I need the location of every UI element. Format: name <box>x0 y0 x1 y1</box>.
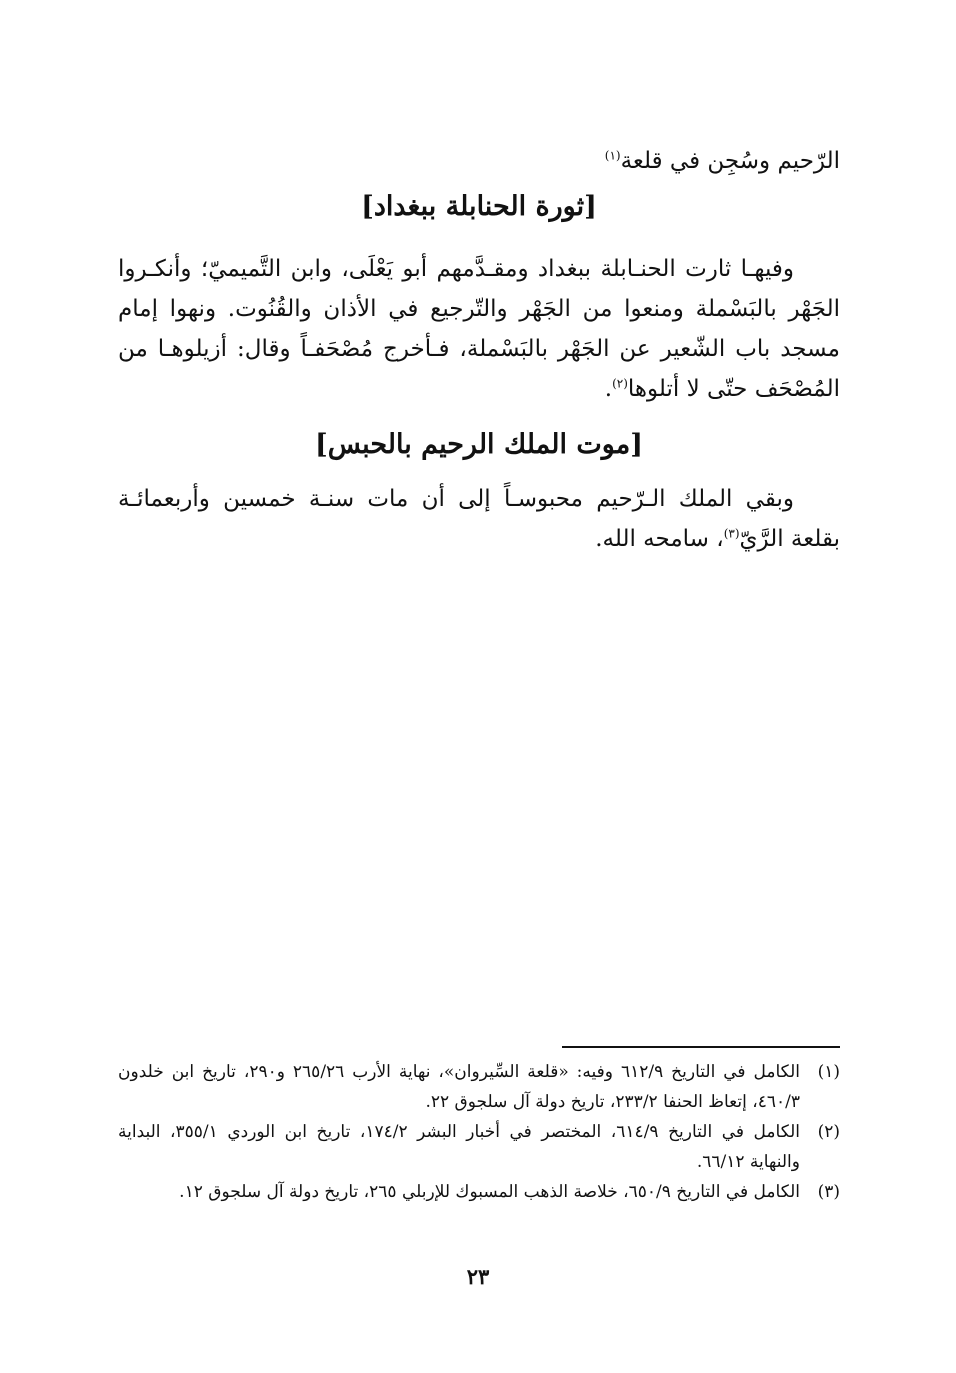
footnote-item <box>118 1057 840 1117</box>
section-heading-hanbali-revolt: [ثورة الحنابلة ببغداد] <box>361 191 597 223</box>
footnote-text: الكامل في التاريخ ٦١٤/٩، المختصر في أخبار البشر ١٧٤/٢، تاريخ ابن الوردي ٣٥٥/١، البداية والنهاية ٦٦/١٢. <box>118 1122 800 1172</box>
paragraph-tail: . <box>604 376 613 402</box>
footnote-number: (٣) <box>817 1182 840 1202</box>
paragraph-king-death <box>118 479 840 559</box>
footnote-number: (١) <box>817 1062 840 1082</box>
paragraph-body: وبقي الملك الـرّحيم محبوسـاً إلى أن مات سنـة خمسين وأربعمائـة بقلعة الرَّيّ <box>118 486 840 552</box>
footnote-number: (٢) <box>817 1122 840 1142</box>
paragraph-body: وفيهـا ثارت الحنـابلة ببغداد ومقـدَّمهم أبو يَعْلَى، وابن التَّميميّ؛ وأنكـروا الجَهْر بالبَسْملة ومنعوا من الجَهْر والتّرجيع في الأذان والقُنُوت. ونهوا إمام مسجد باب الشّعير عن الجَهْر بالبَسْملة، فـأخرج مُصْحَفـاً وقال: أزيلوهـا من المُصْحَف حتّى لا أتلوها <box>118 256 840 402</box>
footnote-ref-3[interactable]: (٣) <box>723 526 740 541</box>
paragraph-hanbali-revolt <box>118 249 840 409</box>
footnote-item <box>118 1117 840 1177</box>
footnote-separator <box>562 1046 840 1048</box>
footnote-item <box>118 1177 840 1207</box>
continuation-text <box>118 141 840 181</box>
page-number: ٢٣ <box>466 1264 490 1289</box>
footnotes <box>118 1057 840 1207</box>
footnote-ref-1[interactable]: (١) <box>604 148 621 163</box>
section-heading-king-death: [موت الملك الرحيم بالحبس] <box>314 429 643 461</box>
footnote-ref-2[interactable]: (٢) <box>612 376 628 391</box>
continuation-body: الرّحيم وسُجِن في قلعة <box>620 148 840 174</box>
paragraph-tail: ، سامحه الله. <box>595 526 724 552</box>
footnote-text: الكامل في التاريخ ٦١٢/٩ وفيه: «قلعة السِّيروان»، نهاية الأرب ٢٦٥/٢٦ و٢٩٠، تاريخ ابن خلدون ٤٦٠/٣، إتعاظ الحنفا ٢٣٣/٢، تاريخ دولة آل سلجوق ٢٢. <box>118 1062 800 1112</box>
footnote-text: الكامل في التاريخ ٦٥٠/٩، خلاصة الذهب المسبوك للإربلي ٢٦٥، تاريخ دولة آل سلجوق ١٢. <box>179 1182 800 1202</box>
